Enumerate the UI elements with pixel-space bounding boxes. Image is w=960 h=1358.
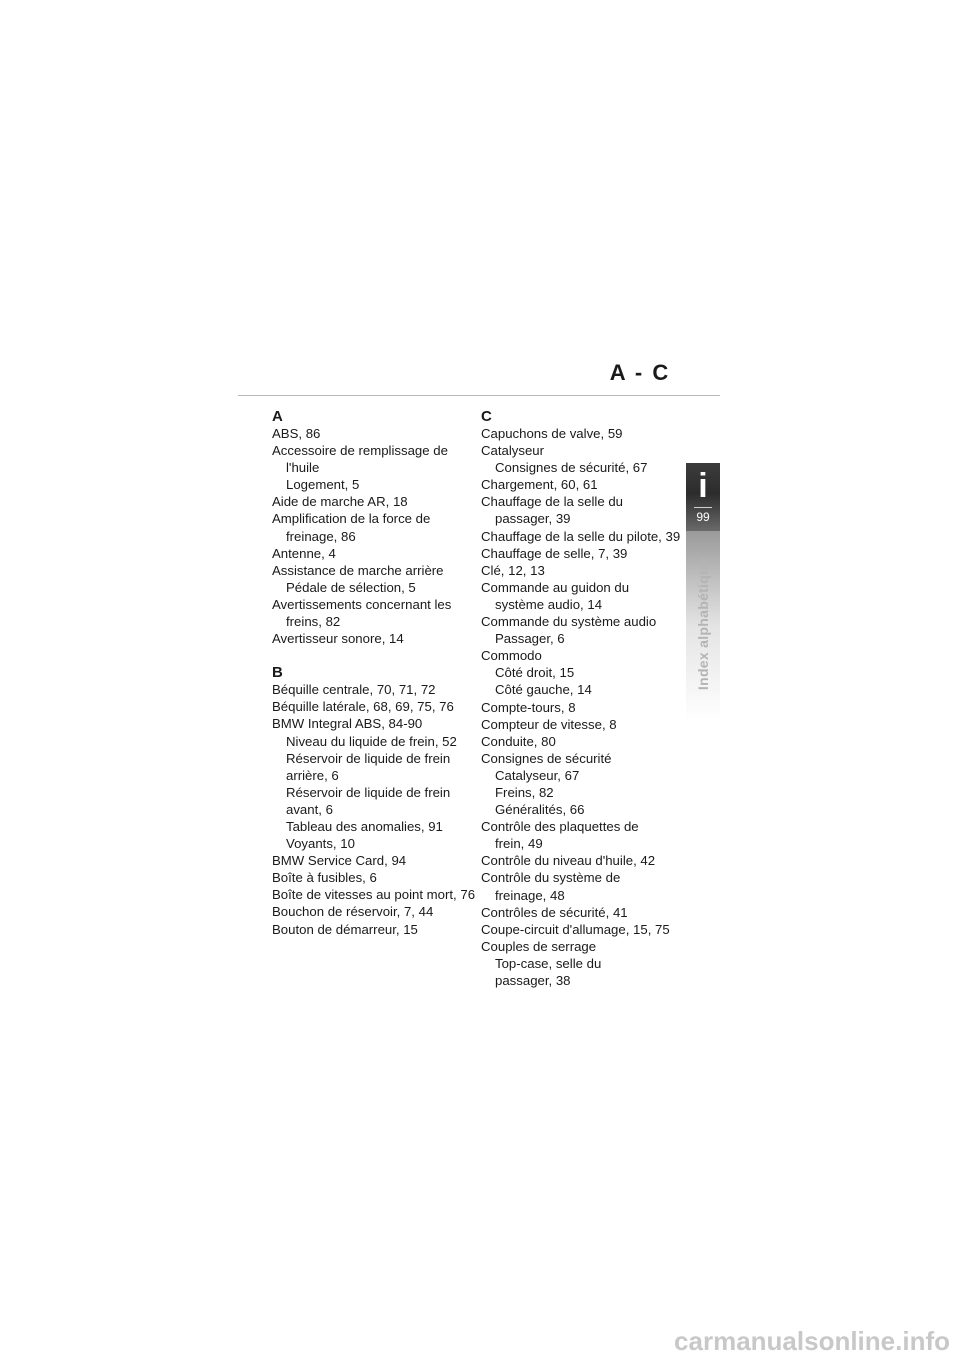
index-entry <box>272 562 477 579</box>
index-subentry <box>272 750 477 784</box>
entry-text: Consignes de sécurité <box>481 750 612 766</box>
index-entry <box>272 596 477 630</box>
entry-text: Commande au guidon du <box>481 579 630 595</box>
index-entry <box>481 528 686 545</box>
entry-text: Catalyseur, 67 <box>495 767 580 783</box>
entry-text: Couples de serrage <box>481 938 597 954</box>
index-entry <box>272 442 477 476</box>
index-entry <box>481 545 686 562</box>
index-subentry <box>481 767 686 784</box>
index-subentry <box>272 476 477 493</box>
entry-text: Contrôle des plaquettes de <box>481 819 639 835</box>
entry-continuation: freins, 82 <box>286 614 341 630</box>
entry-text: Côté droit, 15 <box>495 665 575 681</box>
entry-text: Compteur de vitesse, 8 <box>481 716 617 732</box>
page-heading: A - C <box>609 360 671 385</box>
tab-divider <box>694 507 712 508</box>
index-entry <box>481 921 686 938</box>
section-letter: C <box>481 408 492 425</box>
index-entry <box>481 442 686 459</box>
index-entry <box>272 425 477 442</box>
index-entry <box>272 698 477 715</box>
index-entry <box>481 852 686 869</box>
entry-text: Chauffage de la selle du pilote, 39 <box>481 528 681 544</box>
index-entry <box>272 921 477 938</box>
index-subentry <box>481 784 686 801</box>
entry-text: Conduite, 80 <box>481 733 556 749</box>
index-subentry <box>481 459 686 476</box>
index-entry <box>481 869 686 903</box>
index-subentry <box>272 579 477 596</box>
index-entry <box>481 647 686 664</box>
entry-text: Réservoir de liquide de frein <box>286 750 451 766</box>
entry-continuation: avant, 6 <box>286 801 333 817</box>
entry-text: Top-case, selle du <box>495 955 602 971</box>
section-letter: A <box>272 408 283 425</box>
index-entry <box>272 852 477 869</box>
entry-text: Chauffage de selle, 7, 39 <box>481 545 628 561</box>
index-subentry <box>481 681 686 698</box>
entry-text: BMW Service Card, 94 <box>272 853 407 869</box>
index-subentry <box>481 630 686 647</box>
index-entry <box>481 750 686 767</box>
entry-text: Commodo <box>481 648 542 664</box>
index-section-c <box>481 408 686 989</box>
index-subentry <box>481 955 686 989</box>
index-entry <box>481 613 686 630</box>
section-label: Index alphabétique <box>695 557 711 691</box>
index-subentry <box>272 818 477 835</box>
entry-continuation: freinage, 48 <box>495 887 565 903</box>
entry-text: Consignes de sécurité, 67 <box>495 460 648 476</box>
section-letter: B <box>272 664 283 682</box>
entry-text: Béquille centrale, 70, 71, 72 <box>272 682 436 698</box>
entry-text: Boîte de vitesses au point mort, 76 <box>272 887 476 903</box>
entry-text: Contrôles de sécurité, 41 <box>481 904 628 920</box>
entry-text: Compte-tours, 8 <box>481 699 576 715</box>
index-subentry <box>481 664 686 681</box>
index-entry <box>272 545 477 562</box>
entry-text: Logement, 5 <box>286 477 360 493</box>
index-entry <box>481 938 686 955</box>
entry-continuation: l'huile <box>286 460 320 476</box>
entry-continuation: arrière, 6 <box>286 767 339 783</box>
entry-text: Passager, 6 <box>495 631 565 647</box>
entry-text: Coupe-circuit d'allumage, 15, 75 <box>481 921 670 937</box>
entry-text: Généralités, 66 <box>495 802 585 818</box>
index-subentry <box>272 835 477 852</box>
entry-text: Antenne, 4 <box>272 545 336 561</box>
entry-continuation: passager, 39 <box>495 511 571 527</box>
entry-text: Tableau des anomalies, 91 <box>286 818 443 834</box>
index-entry <box>481 579 686 613</box>
index-entry <box>272 681 477 698</box>
entry-text: Aide de marche AR, 18 <box>272 494 408 510</box>
index-entry <box>272 869 477 886</box>
watermark: carmanualsonline.info <box>674 1326 950 1356</box>
entry-text: BMW Integral ABS, 84-90 <box>272 716 423 732</box>
index-section-a <box>272 408 477 647</box>
entry-text: Assistance de marche arrière <box>272 562 444 578</box>
entry-text: Béquille latérale, 68, 69, 75, 76 <box>272 699 454 715</box>
index-section-b <box>272 664 477 937</box>
entry-continuation: système audio, 14 <box>495 596 603 612</box>
entry-text: Chauffage de la selle du <box>481 494 623 510</box>
index-entry <box>272 510 477 544</box>
index-entry <box>481 425 686 442</box>
entry-text: Freins, 82 <box>495 784 554 800</box>
entry-continuation: freinage, 86 <box>286 528 356 544</box>
entry-text: Chargement, 60, 61 <box>481 477 598 493</box>
entry-text: Commande du système audio <box>481 614 657 630</box>
entry-text: Côté gauche, 14 <box>495 682 592 698</box>
entry-text: Bouchon de réservoir, 7, 44 <box>272 904 434 920</box>
entry-text: Avertissements concernant les <box>272 596 452 612</box>
index-entry <box>481 904 686 921</box>
info-icon: i <box>698 467 708 505</box>
heading-divider <box>238 395 720 396</box>
entry-text: Catalyseur <box>481 443 545 459</box>
index-entry <box>272 630 477 647</box>
index-entry <box>481 562 686 579</box>
index-entry <box>481 476 686 493</box>
index-entry <box>272 715 477 732</box>
entry-text: Clé, 12, 13 <box>481 562 545 578</box>
index-subentry <box>272 733 477 750</box>
entry-text: Amplification de la force de <box>272 511 431 527</box>
index-entry <box>481 716 686 733</box>
index-entry <box>481 699 686 716</box>
entry-text: Niveau du liquide de frein, 52 <box>286 733 457 749</box>
entry-text: Réservoir de liquide de frein <box>286 784 451 800</box>
entry-text: Capuchons de valve, 59 <box>481 426 623 441</box>
index-entry <box>481 733 686 750</box>
section-tab <box>686 463 720 531</box>
entry-text: Boîte à fusibles, 6 <box>272 870 377 886</box>
index-subentry <box>272 784 477 818</box>
entry-text: ABS, 86 <box>272 426 321 441</box>
entry-continuation: passager, 38 <box>495 973 571 988</box>
entry-text: Avertisseur sonore, 14 <box>272 631 404 647</box>
entry-text: Voyants, 10 <box>286 836 355 852</box>
entry-text: Contrôle du système de <box>481 870 621 886</box>
index-subentry <box>481 801 686 818</box>
index-entry <box>272 886 477 903</box>
index-entry <box>481 818 686 852</box>
index-entry <box>481 493 686 527</box>
index-column-left <box>272 408 477 938</box>
page-number: 99 <box>696 510 710 524</box>
entry-text: Bouton de démarreur, 15 <box>272 921 418 937</box>
entry-continuation: frein, 49 <box>495 836 543 852</box>
index-entry <box>272 903 477 920</box>
entry-text: Contrôle du niveau d'huile, 42 <box>481 853 656 869</box>
entry-text: Pédale de sélection, 5 <box>286 579 416 595</box>
index-entry <box>272 493 477 510</box>
entry-text: Accessoire de remplissage de <box>272 443 448 459</box>
index-column-right <box>481 408 686 989</box>
